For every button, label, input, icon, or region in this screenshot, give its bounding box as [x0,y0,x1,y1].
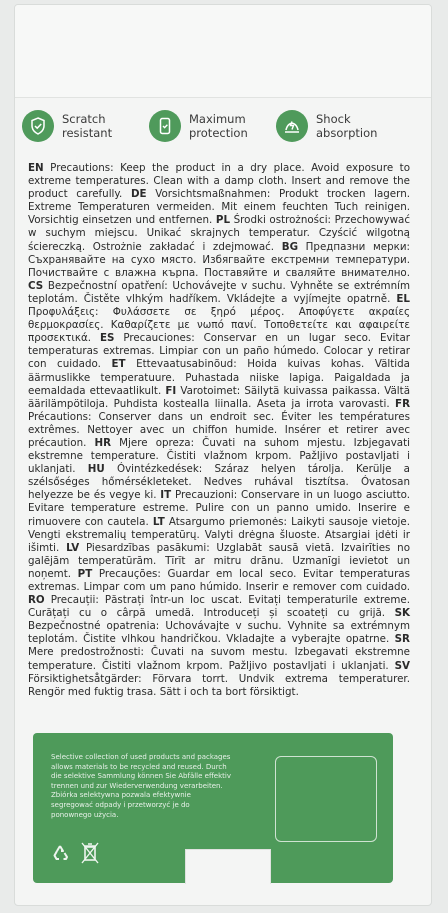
language-code: EL [396,292,410,305]
precaution-text: Precauções: Guardar em local seco. Evitar temperaturas extremas. Limpar com um pano húmido. Inserir e remover com cuidado. [28,567,410,593]
language-code: SV [394,659,410,672]
feature-scratch [22,104,148,148]
language-code: SK [394,607,410,620]
precaution-text: Atsargumo priemonės: Laikyti sausoje vietoje. Vengti ekstremalių temperatūrų. Valyti drėgna šluoste. Atsargiai įdėti ir išimti. [28,515,410,554]
precaution-text: Bezpečnostní opatření: Uchovávejte v suchu. Vyhněte se extrémním teplotám. Čistěte vlhkým hadříkem. Vkládejte a vyjímejte opatrně. [28,279,410,305]
recycle-icon [50,843,70,867]
language-code: ET [111,358,126,371]
language-code: FI [165,384,177,397]
recycling-text: Selective collection of used products and packages allows materials to be recycled and reused. Durch die selektive Sammlung können Sie Abfälle effektiv trennen und zur Wiederverwendung verarbeiten. Zbiórka selektywna pozwala efektywnie segregować odpady i przetworzyć je do ponownego użycia. [51,753,231,819]
precaution-ro [28,594,410,619]
precautions-text [28,162,410,699]
feature-label: Shock absorption [316,112,378,140]
feature-label: Maximum protection [189,112,248,140]
precaution-text: Ettevaatusabinõud: Hoida kuivas kohas. Vältida äärmuslikke temperatuure. Puhastada niiske lapiga. Paigaldada ja eemaldada ettevaatlikult. [28,358,410,397]
language-code: BG [281,240,299,253]
bottom-tab [185,849,271,884]
language-code: CS [28,279,44,292]
recycling-panel [33,733,393,883]
precaution-text: Precauții: Păstrați într-un loc uscat. Evitați temperaturile extreme. Curățați cu o cârpă umedă. Introduceți și scoateți cu grijă. [28,594,410,620]
feature-label: Scratch resistant [62,112,113,140]
language-code: IT [160,489,172,502]
precaution-text: Précautions: Conserver dans un endroit sec. Éviter les températures extrêmes. Nettoyer avec un chiffon humide. Insérer et retirer avec précaution. [28,410,410,449]
top-flap [15,5,431,98]
precaution-text: Varotoimet: Säilytä kuivassa paikassa. Vältä äärilämpötiloja. Puhdista kostealla liinalla. Aseta ja irrota varovasti. [28,384,411,410]
language-code: DE [130,188,147,201]
precaution-text: Mere predostrožnosti: Čuvati na suvom mestu. Izbegavati ekstremne temperature. Čistiti vlažnom krpom. Pažljivo postavljati i uklanjati. [28,646,410,672]
precaution-text: Piesardzības pasākumi: Uzglabāt sausā vietā. Izvairīties no galējām temperatūrām. Tīrīt ar mitru drānu. Uzmanīgi ievietot un noņemt. [28,541,410,580]
precaution-text: Precauzioni: Conservare in un luogo asciutto. Evitare temperature estreme. Pulire con un panno umido. Inserire e rimuovere con cautela. [28,489,411,528]
recycling-icons [50,841,100,869]
crossed-bin-icon [80,841,100,869]
language-code: LT [152,515,165,528]
language-code: PL [215,214,231,227]
label-frame [275,756,377,842]
precaution-text: Óvintézkedések: Száraz helyen tárolja. Kerülje a szélsőséges hőmérsékleteket. Nedves ruhával tisztítsa. Óvatosan helyezze be és vegye ki. [28,463,410,502]
language-code: LV [66,541,80,554]
language-code: HR [94,436,112,449]
feature-shock [276,104,402,148]
precaution-text: Предпазни мерки: Съхранявайте на сухо място. Избягвайте екстремни температури. Почиствайте с влажна кърпа. Поставяйте и сваляйте внимателно. [28,240,411,279]
precaution-text: Bezpečnostné opatrenia: Uchovávajte v suchu. Vyhnite sa extrémnym teplotám. Čistite vlhkou handričkou. Vkladajte a vyberajte opatrne. [28,620,410,646]
precaution-text: Mjere opreza: Čuvati na suhom mjestu. Izbjegavati ekstremne temperature. Čistiti vlažnom krpom. Pažljivo postavljati i uklanjati. [28,436,410,476]
precaution-pt [28,568,410,593]
feature-protection [149,104,275,148]
shock-absorption-icon [276,110,308,142]
precaution-text: Środki ostrożności: Przechowywać w suchym miejscu. Unikać skrajnych temperatur. Czyścić wilgotną ściereczką. Ostrożnie zakładać i zdejmować. [28,214,411,253]
language-code: SR [394,633,410,646]
language-code: PT [77,567,93,580]
precaution-text: Precautions: Keep the product in a dry place. Avoid exposure to extreme temperatures. Clean with a damp cloth. Insert and remove the product carefully. [28,162,410,201]
scratch-shield-icon [22,110,54,142]
language-code: FR [395,397,411,410]
precaution-text: Precauciones: Conservar en un lugar seco. Evitar temperaturas extremas. Limpiar con un paño húmedo. Colocar y retirar con cuidado. [28,332,410,371]
precaution-text: Försiktighetsåtgärder: Förvara torrt. Undvik extrema temperaturer. Rengör med fuktig trasa. Sätt i och ta bort försiktigt. [28,672,410,698]
precaution-cs [28,280,410,305]
feature-row [22,104,402,148]
language-code: ES [99,332,115,345]
language-code: RO [28,594,45,607]
language-code: EN [28,162,44,174]
precaution-text: Vorsichtsmaßnahmen: Produkt trocken lagern. Extreme Temperaturen vermeiden. Mit einem feuchten Tuch reinigen. Vorsichtig einsetzen und entfernen. [28,188,410,227]
language-code: HU [87,463,105,476]
precaution-text: Προφυλάξεις: Φυλάσσετε σε ξηρό μέρος. Αποφύγετε ακραίες θερμοκρασίες. Καθαρίζετε με νωπό πανί. Τοποθετείτε και αφαιρείτε προσεκτικά. [28,306,410,345]
phone-protection-icon [149,110,181,142]
